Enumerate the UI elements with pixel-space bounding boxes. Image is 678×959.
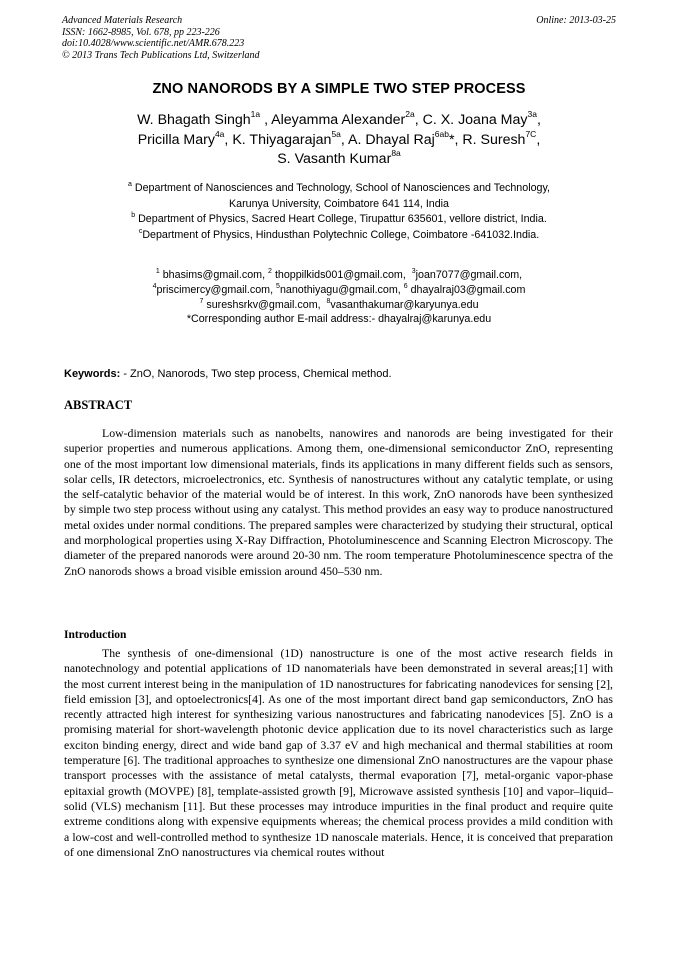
email-address[interactable]: thoppilkids001@gmail.com, [274,269,406,281]
keywords-text: - ZnO, Nanorods, Two step process, Chemical method. [123,368,392,380]
author-affil-sup: 6ab [434,128,449,139]
journal-issn: ISSN: 1662-8985, Vol. 678, pp 223-226 [62,26,220,38]
affiliation-text: Karunya University, Coimbatore 641 114, India [229,197,449,210]
email-address[interactable]: sureshsrkv@gmail.com, [206,298,321,311]
author-name: W. Bhagath Singh [137,112,251,128]
journal-copyright: © 2013 Trans Tech Publications Ltd, Switzerland [62,49,260,61]
affiliation-text: Department of Physics, Sacred Heart College, Tirupattur 635601, vellore district, India. [138,213,547,225]
author-name: A. Dhayal Raj [348,131,435,148]
email-address[interactable]: dhayalraj03@gmail.com [410,283,526,296]
abstract-heading: ABSTRACT [64,398,133,412]
email-sup: 7 [199,297,204,305]
journal-doi: doi:10.4028/www.scientific.net/AMR.678.223 [62,38,245,49]
email-sup: 1 [155,268,160,275]
keywords [64,368,392,380]
author-name: Aleyamma Alexander [271,112,406,128]
email-address[interactable]: bhasims@gmail.com, [162,269,266,281]
affiliation-sup: b [131,212,136,219]
affiliation-text: Department of Nanosciences and Technology, School of Nanosciences and Technology, [134,182,550,194]
author-affil-sup: 7C [525,128,537,139]
author-affil-sup: 1a [250,109,261,119]
affiliation-line [40,181,638,197]
author-name: K. Thiyagarajan [232,131,332,148]
author-affil-sup: 3a [527,109,537,119]
affiliation-line [40,228,638,244]
email-line [40,268,638,283]
introduction-heading: Introduction [64,629,127,641]
affiliation-sup: a [128,181,132,188]
author-name: Pricilla Mary [137,131,215,148]
author-affil-sup: 4a [214,128,225,139]
email-sup: 6 [403,282,408,290]
paper-title: ZNO NANORODS BY A SIMPLE TWO STEP PROCESS [152,81,526,97]
author-affil-sup: 5a [331,128,341,139]
keywords-label: Keywords: [64,368,121,380]
affiliations [40,181,638,243]
email-address[interactable]: vasanthakumar@karyunya.edu [330,298,479,311]
author-line [40,150,638,170]
email-list [40,268,638,327]
author-name: C. X. Joana May [422,112,528,128]
online-date: Online: 2013-03-25 [536,15,616,26]
introduction-text: The synthesis of one-dimensional (1D) nanostructure is one of the most active research fields in nanotechnology and potential applications of 1D nanomaterials have been demonstrated in several areas;[1] with the most current interest being in the manipulation of 1D nanostructures for fabricating nanodevices for sensing [2], field emission [3], and optoelectronics[4]. As one of the most important direct band gap semiconductors, ZnO has recently attracted high interest for synthesizing various nanostructures and fabricating nanodevices [5]. ZnO is a promising material for short-wavelength photonic device application due to its novel characteristics such as large exciton binding energy, direct and wide band gap of 3.37 eV and high mechanical and thermal stabilities at room temperature [6]. The traditional approaches to synthesize one dimensional ZnO nanostructures are the vapour phase transport processes with the assistance of metal catalysts, thermal evaporation [7], metal-organic vapor-phase epitaxial growth (MOVPE) [8], template-assisted growth [9], Microwave assisted synthesis [10] and vapor–liquid–solid (VLS) mechanism [11]. But these processes may introduce impurities in the final product and require quite extreme conditions along with expensive equipments whereas; the chemical process provides a mild condition with a low-cost and well-controlled method to synthesize 1D nanoscale materials. Hence, it is conceived that preparation of one dimensional ZnO nanostructures via chemical routes without [64,646,613,859]
journal-header [62,15,616,61]
email-address[interactable]: nanothiyagu@gmail.com, [279,283,401,296]
author-name: S. Vasanth Kumar [277,151,392,167]
email-line [40,298,638,313]
email-sup: 3 [411,268,416,275]
journal-name: Advanced Materials Research [62,15,183,26]
email-sup: 5 [276,282,280,290]
email-sup: 4 [152,282,157,290]
affiliation-text: Department of Physics, Hindusthan Polytechnic College, Coimbatore -641032.India. [142,228,540,241]
author-affil-sup: 8a [391,148,401,158]
abstract-text: Low-dimension materials such as nanobelts, nanowires and nanorods are being investigated for their superior properties and numerous applications. Among them, one-dimensional semiconductor ZnO, representing one of the most important low dimensional materials, finds its applications in many different fields such as sensors, solar cells, IR detectors, microelectronics, etc. Synthesis of nanostructures without any catalytic template, or using the self-catalytic behavior of the material would be of interest. In this work, ZnO nanorods have been synthesized by simple two step process without using any catalyst. This method provides an easy way to produce nanostructured metal oxides under normal conditions. The prepared samples were characterized by studying their structural, optical and morphological properties using X-Ray Diffraction, Photoluminescence and Scanning Electron Microscopy. The diameter of the prepared nanorods were around 20-30 nm. The room temperature Photoluminescence spectra of the ZnO nanorods shows a broad visible emission around 450–530 nm. [64,426,613,578]
email-line [40,283,638,298]
affiliation-line [40,197,638,213]
author-line: W. Bhagath Singh$^{1a}$ , Aleyamma Alexander$^{2a}$, C. X. Joana May$^{3a}$, [137,109,541,128]
email-address[interactable]: priscimercy@gmail.com, [156,283,274,296]
author-affil-sup: 2a [405,109,415,119]
author-list [40,111,638,170]
author-line: Pricilla Mary$^{4a}$, K. Thiyagarajan$^{5a}$, A. Dhayal Raj$^{6ab}$*, R. Suresh$^{7C}$, [137,128,541,148]
affiliation-line [40,212,638,228]
corresponding-author: *Corresponding author E-mail address:- dhayalraj@karunya.edu [186,313,492,326]
email-sup: 8 [326,297,331,305]
email-sup: 2 [268,268,272,275]
email-address[interactable]: joan7077@gmail.com, [415,269,523,281]
affiliation-sup: c [138,227,143,235]
author-name: R. Suresh [462,131,526,148]
